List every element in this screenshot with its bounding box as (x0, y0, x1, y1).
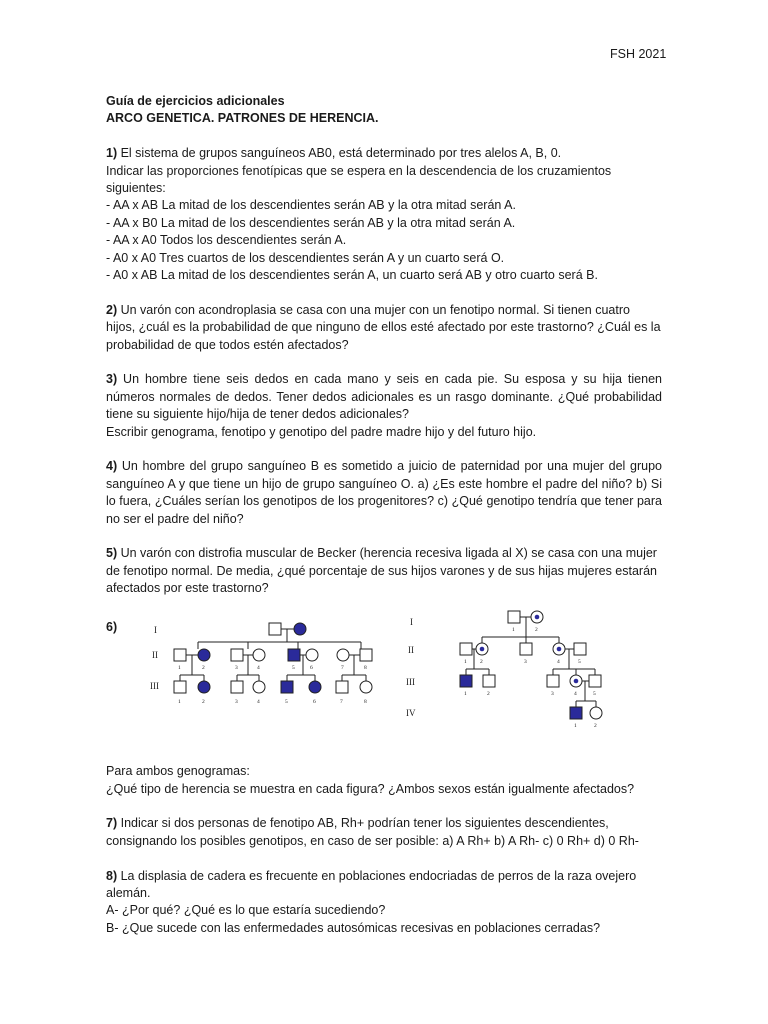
male-unaffected (508, 611, 520, 623)
q3-text: Un hombre tiene seis dedos en cada mano y seis en cada pie. Su esposa y su hija tienen números normales de dedos. Tener dedos adicionales es un rasgo dominante. ¿Qué probabilidad tiene su siguiente hijo/hija de tener dedos adicionales? (106, 372, 662, 422)
left-gen3-num: 3 (235, 699, 238, 706)
left-gen3-num: 2 (202, 699, 205, 706)
header-code: FSH 2021 (610, 47, 667, 61)
female-affected (198, 681, 210, 693)
left-gen3-num: 7 (340, 699, 343, 706)
left-gen2-num: 2 (202, 665, 205, 672)
right-gen-label: III (406, 677, 415, 688)
male-affected (570, 707, 582, 719)
male-unaffected (520, 643, 532, 655)
male-unaffected (483, 675, 495, 687)
female-unaffected (360, 681, 372, 693)
right-pedigree (398, 603, 618, 741)
q7-number: 7) (106, 816, 118, 831)
q2-text: Un varón con acondroplasia se casa con una mujer con un fenotipo normal. Si tienen cuatro hijos, ¿cuál es la probabilidad de que ninguno de ellos esté afectado por este trastorno? ¿Cuál es la probabilidad de que todos estén afectados? (106, 302, 661, 352)
right-gen1-num: 2 (535, 627, 538, 634)
right-gen2-num: 4 (557, 659, 560, 666)
female-unaffected (253, 681, 265, 693)
male-unaffected (336, 681, 348, 693)
q1-item: - A0 x AB La mitad de los descendientes serán A, un cuarto será AB y otro cuarto será B. (106, 268, 598, 283)
title-line-2: ARCO GENETICA. PATRONES DE HERENCIA. (106, 111, 379, 126)
left-gen2-num: 8 (364, 665, 367, 672)
left-gen2-num: 4 (257, 665, 260, 672)
male-unaffected (574, 643, 586, 655)
left-gen2-num: 6 (310, 665, 313, 672)
left-gen3-num: 1 (178, 699, 181, 706)
female-affected (198, 649, 210, 661)
left-gen2-num: 1 (178, 665, 181, 672)
question-1 (106, 145, 662, 284)
q4-number: 4) (106, 459, 118, 474)
q1-item: - A0 x A0 Tres cuartos de los descendientes serán A y un cuarto será O. (106, 250, 505, 265)
male-affected (288, 649, 300, 661)
male-unaffected (174, 681, 186, 693)
q8-number: 8) (106, 868, 118, 883)
q1-item: - AA x A0 Todos los descendientes serán A. (106, 233, 347, 248)
left-gen3-num: 8 (364, 699, 367, 706)
q4-text: Un hombre del grupo sanguíneo B es sometido a juicio de paternidad por una mujer del grupo sanguíneo A y que tiene un hijo de grupo sanguíneo O. a) ¿Es este hombre el padre del niño? b) Si lo fuera, ¿Cuáles serían los genotipos de los progenitores? c) ¿Qué genotipo tendría que tener para no ser el padre del niño? (106, 459, 662, 526)
q2-number: 2) (106, 302, 118, 317)
q1-item: - AA x AB La mitad de los descendientes serán AB y la otra mitad serán A. (106, 198, 516, 213)
left-gen3-num: 5 (285, 699, 288, 706)
male-unaffected (589, 675, 601, 687)
right-gen-label: II (408, 645, 414, 656)
left-gen-label: II (152, 650, 158, 661)
male-unaffected (269, 623, 281, 635)
left-pedigree (146, 615, 382, 715)
q6-intro: Para ambos genogramas: (106, 764, 250, 779)
male-unaffected (231, 681, 243, 693)
right-gen4-num: 1 (574, 723, 577, 730)
right-gen3-num: 1 (464, 691, 467, 698)
right-gen2-num: 3 (524, 659, 527, 666)
question-4 (106, 458, 662, 528)
male-unaffected (460, 643, 472, 655)
q5-text: Un varón con distrofia muscular de Becker (herencia recesiva ligada al X) se casa con una mujer de fenotipo normal. De media, ¿qué porcentaje de sus hijos varones y de sus hijas mujeres estarán afectados por este trastorno? (106, 546, 657, 596)
female-unaffected (306, 649, 318, 661)
right-gen2-num: 1 (464, 659, 467, 666)
question-7 (106, 815, 662, 850)
q1-number: 1) (106, 146, 118, 161)
female-affected (294, 623, 306, 635)
document-body (106, 93, 662, 937)
right-gen2-num: 2 (480, 659, 483, 666)
question-5 (106, 545, 662, 597)
title-line-1: Guía de ejercicios adicionales (106, 94, 285, 108)
left-gen3-num: 6 (313, 699, 316, 706)
right-gen4-num: 2 (594, 723, 597, 730)
female-unaffected (337, 649, 349, 661)
q6-question: ¿Qué tipo de herencia se muestra en cada figura? ¿Ambos sexos están igualmente afectados? (106, 781, 635, 796)
right-gen-label: IV (406, 708, 416, 719)
left-gen3-num: 4 (257, 699, 260, 706)
q6-number: 6) (106, 620, 118, 635)
q8-part-b: B- ¿Que sucede con las enfermedades autosómicas recesivas en poblaciones cerradas? (106, 920, 601, 935)
left-gen2-num: 3 (235, 665, 238, 672)
female-unaffected (590, 707, 602, 719)
right-gen3-num: 3 (551, 691, 554, 698)
question-3 (106, 371, 662, 441)
female-affected (309, 681, 321, 693)
left-gen-label: III (150, 681, 159, 692)
male-unaffected (174, 649, 186, 661)
q5-number: 5) (106, 546, 118, 561)
right-gen-label: I (410, 617, 413, 628)
male-affected (281, 681, 293, 693)
male-unaffected (360, 649, 372, 661)
q1-instruction: Indicar las proporciones fenotípicas que se espera en la descendencia de los cruzamientos siguientes: (106, 163, 612, 196)
left-gen2-num: 5 (292, 665, 295, 672)
right-gen2-num: 5 (578, 659, 581, 666)
q8-part-a: A- ¿Por qué? ¿Qué es lo que estaría sucediendo? (106, 903, 386, 918)
q8-text: La displasia de cadera es frecuente en poblaciones endocriadas de perros de la raza ovejero alemán. (106, 868, 637, 900)
q1-text: El sistema de grupos sanguíneos AB0, está determinado por tres alelos A, B, 0. (117, 146, 562, 161)
male-unaffected (231, 649, 243, 661)
question-2 (106, 302, 662, 354)
question-8 (106, 868, 662, 938)
q3-number: 3) (106, 372, 118, 387)
question-6-pedigrees (106, 615, 662, 763)
male-unaffected (547, 675, 559, 687)
right-gen3-num: 5 (593, 691, 596, 698)
left-gen-label: I (154, 625, 157, 636)
q7-text: Indicar si dos personas de fenotipo AB, Rh+ podrían tener los siguientes descendientes, consignando los posibles genotipos, en caso de ser posible: a) A Rh+ b) A Rh- c) 0 Rh+ d) 0 Rh- (106, 816, 639, 848)
left-gen2-num: 7 (341, 665, 344, 672)
female-unaffected (253, 649, 265, 661)
right-gen1-num: 1 (512, 627, 515, 634)
male-affected (460, 675, 472, 687)
q3-instruction: Escribir genograma, fenotipo y genotipo del padre madre hijo y del futuro hijo. (106, 424, 537, 439)
right-gen3-num: 4 (574, 691, 577, 698)
right-gen3-num: 2 (487, 691, 490, 698)
q1-item: - AA x B0 La mitad de los descendientes serán AB y la otra mitad serán A. (106, 215, 516, 230)
